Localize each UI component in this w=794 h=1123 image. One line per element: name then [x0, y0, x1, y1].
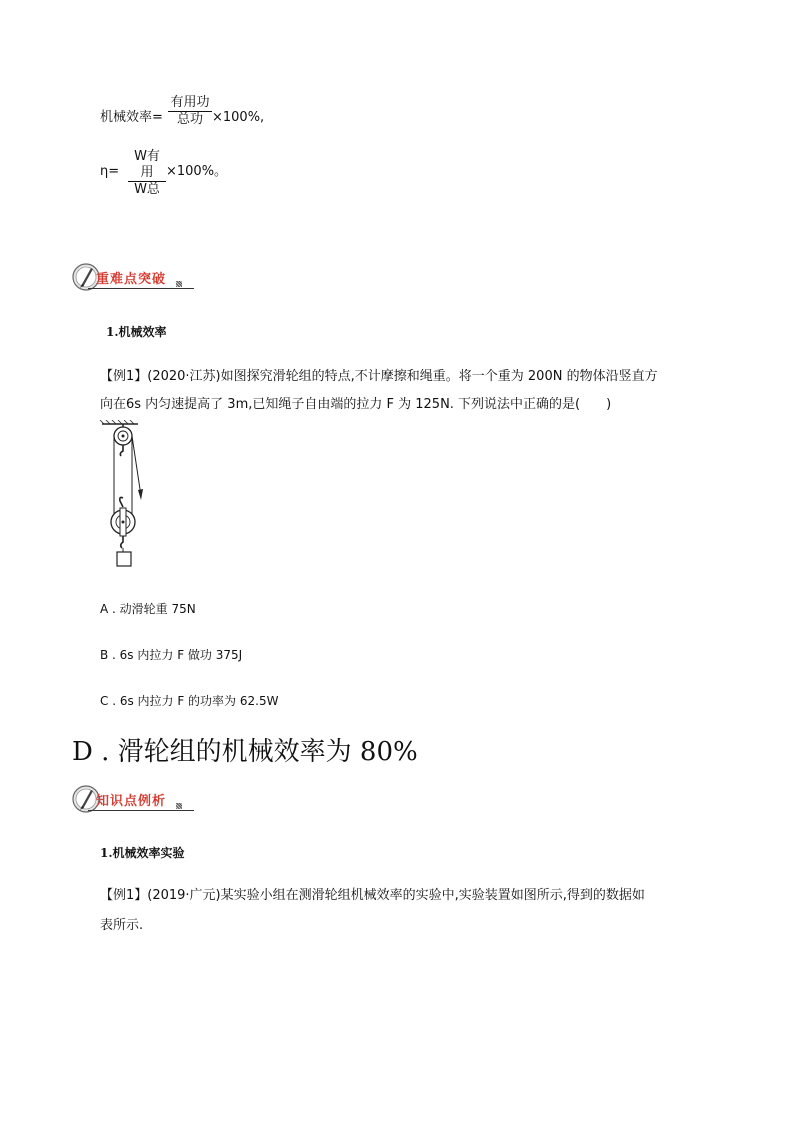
formula2-rhs: ×100%。 — [166, 164, 228, 179]
section-banner-knowledge — [72, 784, 194, 814]
formula2-lhs: η= — [100, 164, 120, 179]
section-banner-key-points — [72, 262, 194, 292]
banner-corner-mark — [176, 281, 182, 287]
formula1-numerator: 有用功 — [168, 95, 212, 112]
option-b: B . 6s 内拉力 F 做功 375J — [100, 648, 243, 662]
banner-underline — [88, 810, 194, 811]
formula-efficiency-text — [100, 110, 163, 126]
formula1-fraction — [168, 95, 212, 128]
option-a: A . 动滑轮重 75N — [100, 602, 196, 616]
section2-heading: 1.机械效率实验 — [100, 846, 185, 860]
banner-underline — [88, 288, 194, 289]
example1-line1: 【例1】(2020·江苏)如图探究滑轮组的特点,不计摩擦和绳重。将一个重为 200N 的物体沿竖直方 — [100, 369, 658, 384]
option-d: D . 滑轮组的机械效率为 80% — [72, 737, 418, 767]
option-c: C . 6s 内拉力 F 的功率为 62.5W — [100, 694, 279, 708]
formula2-denominator: W总 — [134, 182, 160, 197]
formula1-denominator: 总功 — [176, 112, 203, 127]
formula1-lhs: 机械效率= — [100, 110, 163, 125]
banner-title: 重难点突破 — [96, 272, 167, 287]
banner-corner-mark — [176, 803, 182, 809]
example2-line1: 【例1】(2019·广元)某实验小组在测滑轮组机械效率的实验中,实验装置如图所示,得到的数据如 — [100, 888, 645, 903]
example2-line2: 表所示. — [100, 918, 144, 933]
pulley-system-diagram — [98, 420, 168, 570]
formula2-fraction — [128, 149, 166, 198]
formula1-rhs: ×100%, — [212, 110, 265, 125]
banner-title: 知识点例析 — [96, 794, 167, 809]
formula2-numerator: W有用 — [128, 149, 166, 182]
section1-heading: 1.机械效率 — [106, 325, 167, 339]
example1-line2: 向在6s 内匀速提高了 3m,已知绳子自由端的拉力 F 为 125N. 下列说法中正确的是( ) — [100, 397, 612, 412]
